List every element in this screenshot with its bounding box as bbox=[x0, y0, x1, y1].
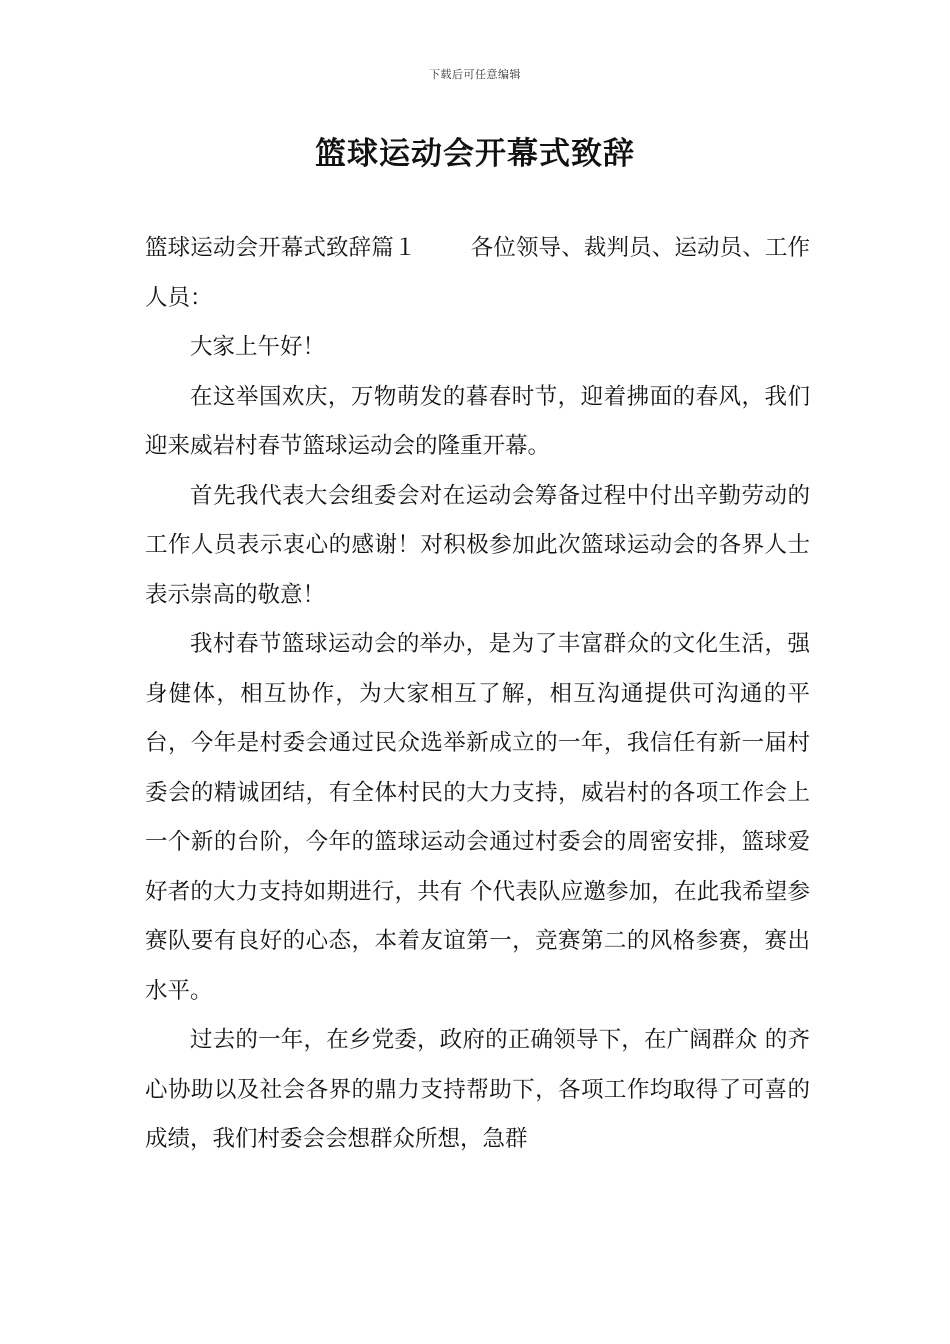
salutation: 各位领导、裁判员、运动员、工作人员： bbox=[145, 235, 810, 311]
header-note: 下载后可任意编辑 bbox=[429, 68, 521, 81]
document-title: 篮球运动会开幕式致辞 bbox=[315, 136, 635, 172]
paragraph: 过去的一年，在乡党委，政府的正确领导下，在广阔群众 的齐心协助以及社会各界的鼎力支持帮助下，各项工作均取得了可喜的成绩，我们村委会会想群众所想，急群 bbox=[145, 1027, 810, 1152]
paragraph: 我村春节篮球运动会的举办，是为了丰富群众的文化生活，强身健体，相互协作，为大家相互了解，相互沟通提供可沟通的平台，今年是村委会通过民众选举新成立的一年，我信任有新一届村委会的精诚团结，有全体村民的大力支持，威岩村的各项工作会上一个新的台阶，今年的篮球运动会通过村委会的周密安排，篮球爱好者的大力支持如期进行，共有 个代表队应邀参加，在此我希望参赛队要有良好的心态，本着友谊第一，竞赛第二的风格参赛，赛出水平。 bbox=[145, 631, 810, 1004]
section-label: 篮球运动会开幕式致辞篇１ bbox=[145, 235, 417, 261]
paragraph-greeting: 大家上午好！ bbox=[190, 334, 326, 360]
intro-paragraph bbox=[145, 224, 810, 323]
document-body bbox=[145, 224, 810, 1165]
paragraph: 首先我代表大会组委会对在运动会筹备过程中付出辛勤劳动的工作人员表示衷心的感谢！对积极参加此次篮球运动会的各界人士表示崇高的敬意！ bbox=[145, 482, 810, 608]
paragraph: 在这举国欢庆，万物萌发的暮春时节，迎着拂面的春风，我们迎来威岩村春节篮球运动会的隆重开幕。 bbox=[145, 383, 810, 459]
